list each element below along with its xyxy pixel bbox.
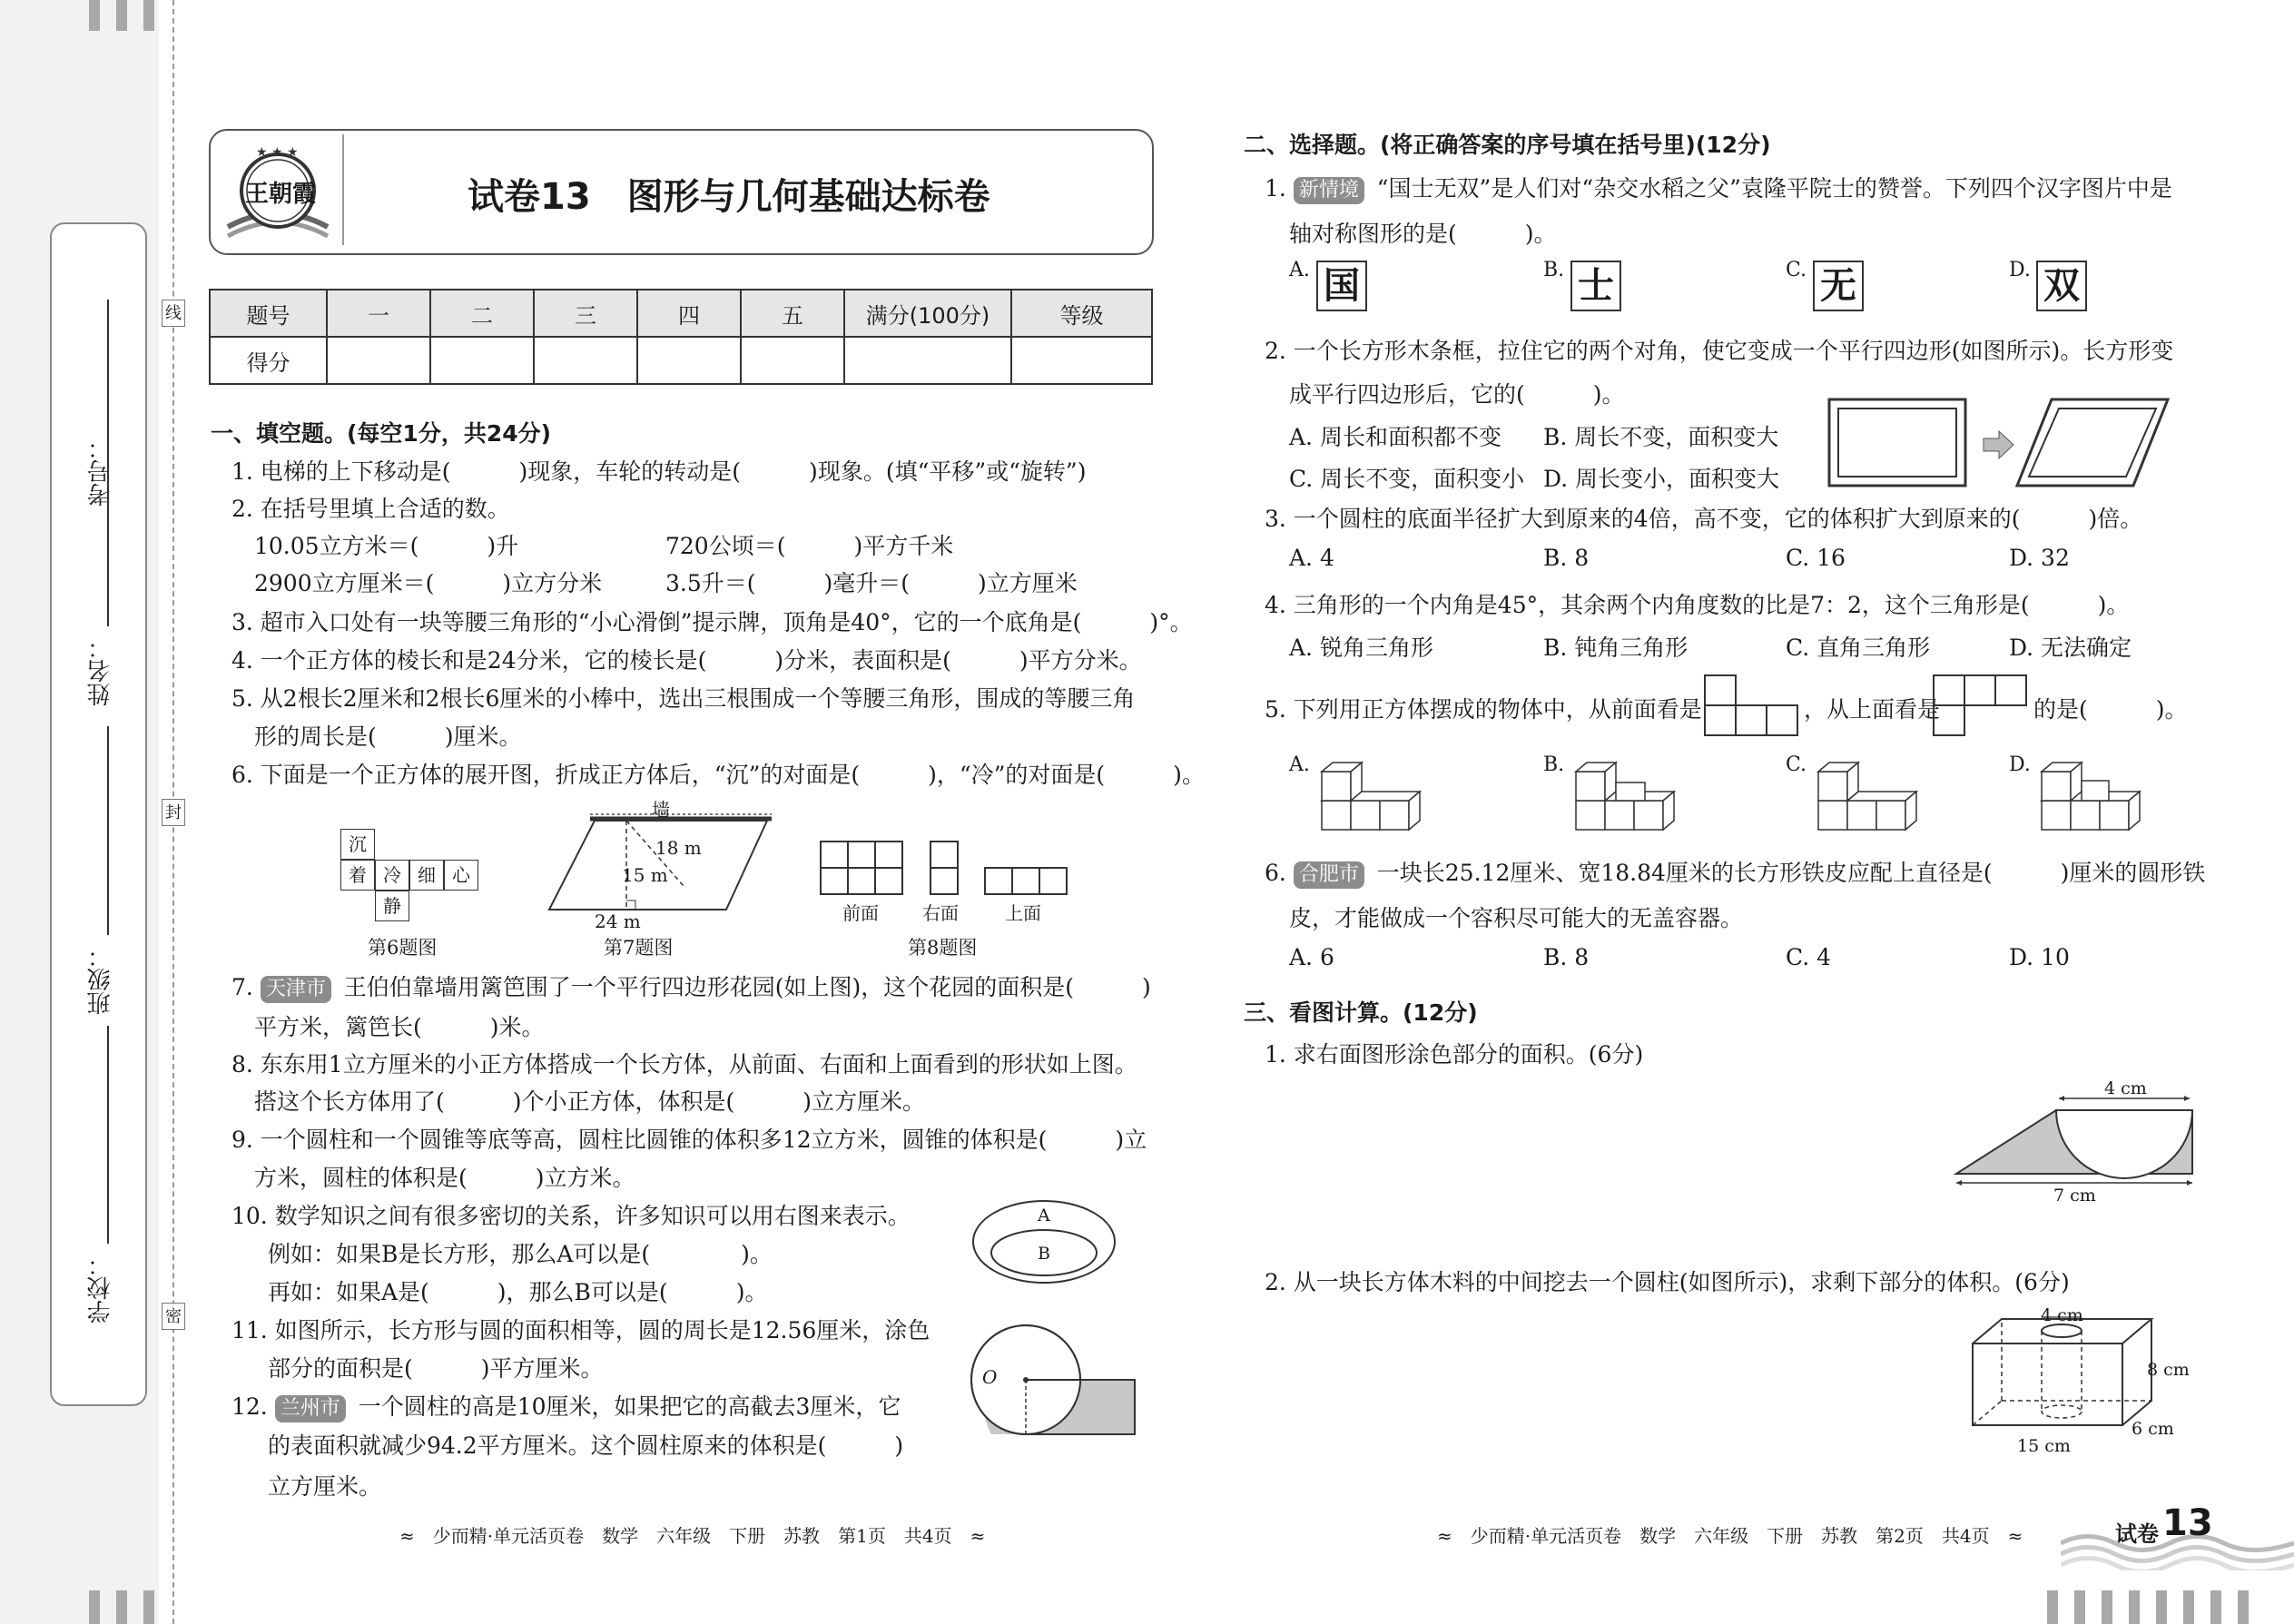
net-cell: 细 bbox=[409, 860, 444, 891]
option-text[interactable]: D. 周长变小，面积变大 bbox=[1543, 466, 1780, 492]
question-text: 2900立方厘米＝( )立方分米 bbox=[254, 570, 603, 596]
option-text[interactable]: A. 6 bbox=[1289, 944, 1334, 970]
option-label: C. bbox=[1786, 259, 1807, 281]
binding-bar bbox=[2210, 1590, 2221, 1624]
fig8-right-label: 右面 bbox=[922, 902, 959, 924]
score-header-cell: 四 bbox=[637, 290, 741, 337]
logo-divider bbox=[342, 134, 344, 245]
question-text: 皮，才能做成一个容积尽可能大的无盖容器。 bbox=[1289, 905, 1744, 931]
school-label: 学校： bbox=[87, 1253, 114, 1324]
score-header-cell: 一 bbox=[327, 290, 430, 337]
logo-text: 王朝霞 bbox=[245, 181, 317, 208]
exam-no-line[interactable] bbox=[107, 300, 109, 427]
binding-bar bbox=[89, 1590, 100, 1624]
q5-front-view bbox=[1703, 674, 1799, 737]
question-number: 1. bbox=[1265, 175, 1286, 202]
option-label: D. bbox=[2009, 753, 2031, 776]
q5-option-cubes[interactable] bbox=[2034, 755, 2148, 837]
option-text[interactable]: B. 8 bbox=[1543, 944, 1590, 970]
question-text: 1. 电梯的上下移动是( )现象，车轮的转动是( )现象。(填“平移”或“旋转”) bbox=[231, 458, 1087, 485]
question-body: 一块长25.12厘米、宽18.84厘米的长方形铁皮应配上直径是( )厘米的圆形铁 bbox=[1376, 860, 2206, 886]
question-text: 立方厘米。 bbox=[268, 1473, 382, 1500]
question-text: 9. 一个圆柱和一个圆锥等底等高，圆柱比圆锥的体积多12立方米，圆锥的体积是( )立 bbox=[231, 1127, 1147, 1153]
q2-dim-diameter: 4 cm bbox=[2041, 1305, 2083, 1325]
question-text: 的是( )。 bbox=[2033, 696, 2188, 723]
fig10-label-b: B bbox=[1038, 1244, 1050, 1264]
question-text: 3. 一个圆柱的底面半径扩大到原来的4倍，高不变，它的体积扩大到原来的( )倍。 bbox=[1265, 506, 2143, 532]
question-number: 7. bbox=[231, 974, 253, 1000]
question-text: 3. 超市入口处有一块等腰三角形的“小心滑倒”提示牌，顶角是40°，它的一个底角是( )°。 bbox=[231, 609, 1193, 635]
badge-prefix: 试卷 bbox=[2115, 1521, 2159, 1547]
figure-caption: 第8题图 bbox=[908, 937, 978, 959]
score-table bbox=[209, 289, 1153, 385]
question-text: 10.05立方米＝( )升 bbox=[254, 533, 519, 559]
option-text[interactable]: C. 16 bbox=[1786, 545, 1846, 571]
section2-title: 二、选择题。(将正确答案的序号填在括号里)(12分) bbox=[1244, 132, 1771, 158]
option-label: A. bbox=[1289, 753, 1310, 776]
question-text: 2. 一个长方形木条框，拉住它的两个对角，使它变成一个平行四边形(如图所示)。长方形变 bbox=[1265, 338, 2174, 364]
score-header-cell: 题号 bbox=[210, 290, 327, 337]
option-text[interactable]: B. 钝角三角形 bbox=[1543, 635, 1689, 661]
score-input-cell[interactable] bbox=[430, 337, 534, 384]
option-text[interactable]: D. 无法确定 bbox=[2009, 635, 2132, 661]
question-text: 形的周长是( )厘米。 bbox=[254, 723, 522, 750]
option-char-box[interactable]: 双 bbox=[2036, 261, 2087, 311]
question-text: ，从上面看是 bbox=[1804, 696, 1941, 723]
score-input-cell[interactable] bbox=[1011, 337, 1152, 384]
option-text[interactable]: C. 周长不变，面积变小 bbox=[1289, 466, 1525, 492]
option-text[interactable]: B. 周长不变，面积变大 bbox=[1543, 424, 1779, 450]
binding-bar bbox=[2102, 1590, 2112, 1624]
option-char-box[interactable]: 国 bbox=[1316, 261, 1367, 311]
question-text: 11. 如图所示，长方形与圆的面积相等，圆的周长是12.56厘米，涂色 bbox=[231, 1317, 930, 1343]
question-text: 2. 在括号里填上合适的数。 bbox=[231, 496, 510, 522]
option-text[interactable]: A. 周长和面积都不变 bbox=[1289, 424, 1501, 450]
mark-dense: 密 bbox=[162, 1303, 185, 1330]
q5-option-cubes[interactable] bbox=[1811, 755, 1925, 837]
question-text bbox=[231, 969, 1151, 1003]
page-title: 试卷13 图形与几何基础达标卷 bbox=[468, 176, 990, 218]
q2-dim-height: 8 cm bbox=[2147, 1360, 2190, 1380]
option-text[interactable]: A. 锐角三角形 bbox=[1289, 635, 1433, 661]
question-text: 部分的面积是( )平方厘米。 bbox=[268, 1355, 604, 1382]
fig7-dim: 15 m bbox=[622, 864, 668, 886]
school-line[interactable] bbox=[107, 1026, 109, 1244]
binding-bar bbox=[143, 1590, 154, 1624]
mark-seal: 封 bbox=[162, 799, 185, 826]
question-text: 2. 从一块长方体木料的中间挖去一个圆柱(如图所示)，求剩下部分的体积。(6分) bbox=[1265, 1269, 2070, 1295]
score-row-label: 得分 bbox=[210, 337, 327, 384]
question-text: 6. 下面是一个正方体的展开图，折成正方体后，“沉”的对面是( )，“冷”的对面是( )。 bbox=[231, 762, 1205, 788]
footer-right: ≈ 少而精·单元活页卷 数学 六年级 下册 苏教 第2页 共4页 ≈ bbox=[1437, 1525, 2023, 1547]
name-label: 姓名： bbox=[87, 635, 114, 706]
score-header-cell: 等级 bbox=[1011, 290, 1152, 337]
binding-bar bbox=[2238, 1590, 2249, 1624]
section1-title: 一、填空题。(每空1分，共24分) bbox=[211, 420, 552, 447]
badge-number: 13 bbox=[2162, 1502, 2213, 1544]
fig8-front-label: 前面 bbox=[842, 902, 879, 924]
score-header-cell: 三 bbox=[534, 290, 637, 337]
region-tag: 兰州市 bbox=[275, 1395, 346, 1422]
mark-line: 线 bbox=[162, 300, 185, 327]
score-input-cell[interactable] bbox=[844, 337, 1011, 384]
q2-dim-width: 6 cm bbox=[2132, 1419, 2174, 1439]
option-label: B. bbox=[1543, 259, 1565, 281]
binding-bar bbox=[2074, 1590, 2085, 1624]
question-text: 轴对称图形的是( )。 bbox=[1289, 221, 1557, 247]
question-text: 的表面积就减少94.2平方厘米。这个圆柱原来的体积是( ) bbox=[268, 1432, 904, 1459]
class-line[interactable] bbox=[107, 726, 109, 935]
question-text: 5. 下列用正方体摆成的物体中，从前面看是 bbox=[1265, 696, 1702, 723]
option-text[interactable]: D. 32 bbox=[2009, 545, 2070, 571]
question-text bbox=[1265, 855, 2205, 889]
question-body: 一个圆柱的高是10厘米，如果把它的高截去3厘米，它 bbox=[358, 1393, 901, 1420]
option-char-box[interactable]: 无 bbox=[1813, 261, 1864, 311]
score-input-cell[interactable] bbox=[327, 337, 430, 384]
question-body: 王伯伯靠墙用篱笆围了一个平行四边形花园(如上图)，这个花园的面积是( ) bbox=[343, 974, 1151, 1000]
section3-title: 三、看图计算。(12分) bbox=[1244, 999, 1478, 1026]
svg-text:★ ★ ★: ★ ★ ★ bbox=[256, 145, 299, 160]
question-text: 1. 求右面图形涂色部分的面积。(6分) bbox=[1265, 1041, 1644, 1068]
net-cell: 沉 bbox=[340, 829, 375, 860]
question-number: 6. bbox=[1265, 860, 1286, 886]
question-text: 成平行四边形后，它的( )。 bbox=[1289, 381, 1625, 408]
binding-bar bbox=[116, 1590, 127, 1624]
student-info-box bbox=[50, 222, 147, 1406]
question-text: 4. 三角形的一个内角是45°，其余两个内角度数的比是7：2，这个三角形是( )。 bbox=[1265, 592, 2130, 618]
fig8-views bbox=[817, 840, 1071, 896]
fig11-label-o: O bbox=[982, 1366, 998, 1388]
question-text: 10. 数学知识之间有很多密切的关系，许多知识可以用右图来表示。 bbox=[231, 1203, 911, 1229]
exam-no-label: 考号： bbox=[87, 436, 114, 507]
option-text[interactable]: C. 4 bbox=[1786, 944, 1832, 970]
context-tag: 新情境 bbox=[1294, 177, 1364, 204]
option-label: C. bbox=[1786, 753, 1807, 776]
option-label: D. bbox=[2009, 259, 2031, 281]
question-text: 再如：如果A是( )，那么B可以是( )。 bbox=[268, 1279, 768, 1305]
question-text: 方米，圆柱的体积是( )立方米。 bbox=[254, 1165, 635, 1191]
q5-top-view bbox=[1932, 674, 2028, 737]
fig-frame-transform bbox=[1825, 395, 2174, 490]
question-text: 8. 东东用1立方厘米的小正方体搭成一个长方体，从前面、右面和上面看到的形状如上图。 bbox=[231, 1051, 1137, 1078]
binding-bar bbox=[2156, 1590, 2167, 1624]
question-text: 720公顷＝( )平方千米 bbox=[665, 533, 954, 559]
question-text: 4. 一个正方体的棱长和是24分米，它的棱长是( )分米，表面积是( )平方分米。 bbox=[231, 647, 1142, 674]
fig7-wall-label: 墙 bbox=[652, 799, 670, 821]
question-body: “国士无双”是人们对“杂交水稻之父”袁隆平院士的赞誉。下列四个汉字图片中是 bbox=[1376, 175, 2172, 202]
net-cell: 心 bbox=[444, 860, 478, 891]
fig11-circle-rect bbox=[935, 1321, 1139, 1439]
fig10-label-a: A bbox=[1038, 1206, 1050, 1225]
fig8-top-label: 上面 bbox=[1005, 902, 1041, 924]
figure-caption: 第6题图 bbox=[368, 937, 438, 959]
q1-dim-top: 4 cm bbox=[2104, 1078, 2147, 1098]
score-header-cell: 五 bbox=[741, 290, 844, 337]
q2-dim-length: 15 cm bbox=[2017, 1436, 2071, 1456]
fig7-dim: 18 m bbox=[655, 837, 702, 859]
question-text bbox=[231, 1389, 901, 1422]
net-cell: 静 bbox=[375, 891, 409, 921]
binding-bar bbox=[2183, 1590, 2194, 1624]
question-text: 平方米，篱笆长( )米。 bbox=[254, 1014, 545, 1040]
option-label: B. bbox=[1543, 753, 1565, 776]
score-header-cell: 满分(100分) bbox=[844, 290, 1011, 337]
option-char-box[interactable]: 士 bbox=[1570, 261, 1621, 311]
class-label: 班级： bbox=[87, 944, 114, 1015]
region-tag: 合肥市 bbox=[1294, 861, 1364, 889]
option-text[interactable]: A. 4 bbox=[1289, 545, 1334, 571]
question-text bbox=[1265, 171, 2172, 204]
binding-bar bbox=[2047, 1590, 2058, 1624]
binding-bar bbox=[143, 0, 154, 31]
fig7-dim: 24 m bbox=[595, 910, 641, 932]
score-input-cell[interactable] bbox=[637, 337, 741, 384]
question-text: 搭这个长方体用了( )个小正方体，体积是( )立方厘米。 bbox=[254, 1088, 926, 1115]
question-text: 3.5升＝( )毫升＝( )立方厘米 bbox=[665, 570, 1078, 596]
question-text: 5. 从2根长2厘米和2根长6厘米的小棒中，选出三根围成一个等腰三角形，围成的等腰三角 bbox=[231, 685, 1136, 712]
q5-option-cubes[interactable] bbox=[1569, 755, 1682, 837]
option-label: A. bbox=[1289, 259, 1310, 281]
footer-left: ≈ 少而精·单元活页卷 数学 六年级 下册 苏教 第1页 共4页 ≈ bbox=[399, 1525, 986, 1547]
net-cell: 着 bbox=[340, 860, 375, 891]
region-tag: 天津市 bbox=[261, 976, 331, 1003]
q5-option-cubes[interactable] bbox=[1314, 755, 1428, 837]
score-input-cell[interactable] bbox=[534, 337, 637, 384]
question-number: 12. bbox=[231, 1393, 268, 1420]
option-text[interactable]: C. 直角三角形 bbox=[1786, 635, 1931, 661]
q1-semicircle-trapezoid bbox=[1952, 1088, 2197, 1192]
figure-caption: 第7题图 bbox=[604, 937, 674, 959]
option-text[interactable]: D. 10 bbox=[2009, 944, 2070, 970]
score-header-cell: 二 bbox=[430, 290, 534, 337]
q1-dim-bottom: 7 cm bbox=[2053, 1186, 2096, 1206]
net-cell: 冷 bbox=[375, 860, 409, 891]
question-text: 例如：如果B是长方形，那么A可以是( )。 bbox=[268, 1241, 773, 1267]
binding-bar bbox=[2129, 1590, 2140, 1624]
binding-bar bbox=[116, 0, 127, 31]
binding-bar bbox=[89, 0, 100, 31]
option-text[interactable]: B. 8 bbox=[1543, 545, 1590, 571]
score-input-cell[interactable] bbox=[741, 337, 844, 384]
